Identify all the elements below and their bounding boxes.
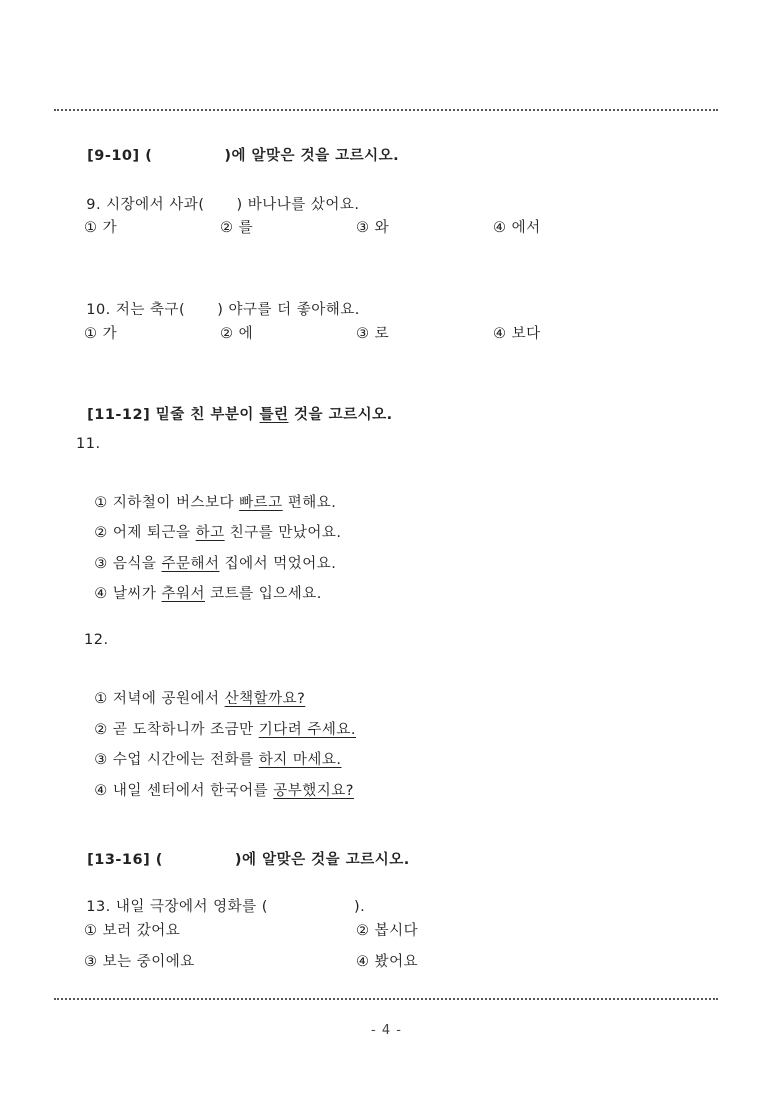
section-header-start: [11-12] 밑줄 친 부분이	[87, 407, 260, 423]
question-13-option-3[interactable]: ③ 보는 중이에요	[84, 954, 195, 970]
section-header-9-10	[76, 128, 399, 165]
question-10-stem-end: ) 야구를 더 좋아해요.	[217, 302, 360, 318]
section-header-underlined: 틀린	[259, 407, 289, 423]
question-9-option-1[interactable]: ① 가	[84, 220, 118, 236]
section-header-open: [13-16] (	[87, 852, 163, 868]
section-header-instruction: )에 알맞은 것을 고르시오.	[224, 148, 400, 164]
option-underlined: 빠르고	[239, 495, 283, 511]
question-10-stem-start: 10. 저는 축구(	[86, 302, 186, 318]
page-number: - 4 -	[371, 1023, 402, 1038]
question-13	[76, 879, 365, 916]
question-13-stem-end: ).	[353, 899, 366, 915]
option-text-end: 집에서 먹었어요.	[219, 556, 337, 572]
question-12-option-4[interactable]	[84, 763, 354, 800]
question-9-option-3[interactable]: ③ 와	[356, 220, 390, 236]
question-13-option-4[interactable]: ④ 봤어요	[356, 954, 419, 970]
question-10-option-2[interactable]: ② 에	[220, 326, 254, 342]
question-10	[76, 282, 360, 319]
question-13-option-2[interactable]: ② 봅시다	[356, 923, 419, 939]
option-underlined: 산책할까요?	[224, 691, 306, 707]
question-9-stem-start: 9. 시장에서 사과(	[86, 197, 205, 213]
bottom-divider	[54, 998, 718, 1000]
option-underlined: 주문해서	[161, 556, 220, 572]
question-13-stem-start: 13. 내일 극장에서 영화를 (	[86, 899, 268, 915]
question-10-option-4[interactable]: ④ 보다	[493, 326, 541, 342]
question-9	[76, 177, 360, 214]
option-text-end: 코트를 입으세요.	[205, 586, 322, 602]
option-underlined: 공부했지요?	[273, 783, 354, 799]
question-9-option-2[interactable]: ② 를	[220, 220, 254, 236]
option-text: ① 저녁에 공원에서	[94, 691, 225, 707]
question-10-option-3[interactable]: ③ 로	[356, 326, 390, 342]
option-text: ② 어제 퇴근을	[94, 525, 196, 541]
option-text: ④ 내일 센터에서 한국어를	[94, 783, 274, 799]
option-text: ① 지하철이 버스보다	[94, 495, 240, 511]
section-header-13-16	[76, 832, 410, 869]
option-underlined: 기다려 주세요.	[258, 722, 356, 738]
section-header-instruction: )에 알맞은 것을 고르시오.	[234, 852, 410, 868]
question-11-number: 11.	[76, 436, 101, 452]
option-text: ③ 음식을	[94, 556, 162, 572]
option-text: ② 곧 도착하니까 조금만	[94, 722, 259, 738]
section-header-end: 것을 고르시오.	[288, 407, 393, 423]
option-text-end: 편해요.	[282, 495, 337, 511]
top-divider	[54, 109, 718, 111]
section-header-open: [9-10] (	[87, 148, 153, 164]
option-text-end: 친구를 만났어요.	[224, 525, 342, 541]
option-underlined: 추워서	[161, 586, 205, 602]
question-11-option-4[interactable]	[84, 566, 322, 603]
question-13-option-1[interactable]: ① 보러 갔어요	[84, 923, 181, 939]
option-text: ④ 날씨가	[94, 586, 162, 602]
option-text: ③ 수업 시간에는 전화를	[94, 752, 259, 768]
section-header-11-12	[76, 387, 393, 424]
option-underlined: 하지 마세요.	[258, 752, 342, 768]
option-underlined: 하고	[195, 525, 225, 541]
question-10-option-1[interactable]: ① 가	[84, 326, 118, 342]
question-9-option-4[interactable]: ④ 에서	[493, 220, 541, 236]
question-9-stem-end: ) 바나나를 샀어요.	[236, 197, 360, 213]
question-12-number: 12.	[84, 632, 109, 648]
